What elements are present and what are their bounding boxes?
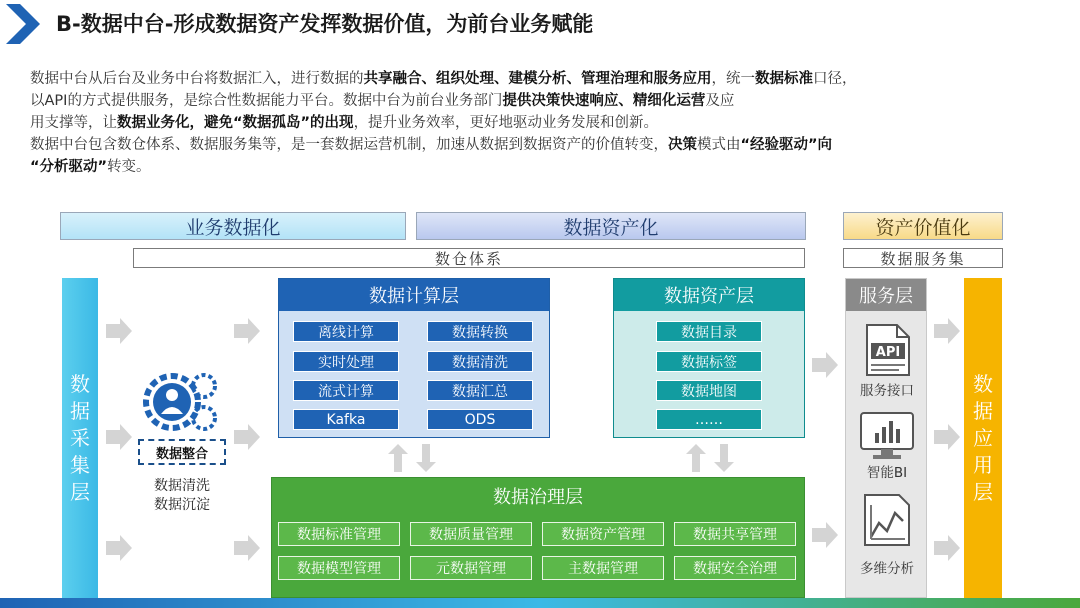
intro-line-5 — [30, 156, 1070, 178]
compute-layer-title: 数据计算层 — [279, 279, 549, 311]
service-item: 服务接口 — [860, 383, 914, 399]
app-char: 用 — [973, 452, 993, 477]
arrow-right-icon — [106, 318, 132, 344]
intro-text: 数据中台包含数仓体系、数据服务集等，是一套数据运营机制，加速从数据到数据资产的价值转变， — [30, 137, 668, 153]
data-asset-layer — [613, 278, 805, 438]
api-document-icon — [859, 323, 915, 377]
page-title: B-数据中台-形成数据资产发挥数据价值，为前台业务赋能 — [56, 12, 594, 36]
service-layer-title: 服务层 — [846, 279, 926, 311]
intro-bold: 决策 — [668, 137, 697, 153]
asset-item: 数据地图 — [656, 380, 762, 401]
collect-char: 数 — [70, 371, 90, 396]
service-item: 智能BI — [866, 465, 908, 481]
compute-item: 实时处理 — [293, 351, 399, 372]
intro-bold: “经验驱动”向 — [740, 137, 833, 153]
asset-item: 数据目录 — [656, 321, 762, 342]
collect-char: 采 — [70, 425, 90, 450]
intro-text: 口径， — [813, 71, 857, 87]
data-integration-label: 数据整合 — [138, 439, 226, 465]
governance-item: 元数据管理 — [410, 556, 532, 580]
intro-text: ，统一 — [711, 71, 755, 87]
intro-bold: 共享融合、组织处理、建模分析、管理治理和服务应用 — [363, 71, 712, 87]
arrow-right-icon — [934, 318, 960, 344]
arrow-right-icon — [812, 522, 838, 548]
collect-char: 层 — [70, 479, 90, 504]
arrow-up-down-icon — [686, 444, 734, 472]
data-governance-layer — [271, 477, 805, 598]
intro-text: 数据中台从后台及业务中台将数据汇入，进行数据的 — [30, 71, 364, 87]
asset-layer-title: 数据资产层 — [614, 279, 804, 311]
intro-text: ，提升业务效率，更好地驱动业务发展和创新。 — [353, 115, 659, 131]
intro-line-3 — [30, 112, 1070, 134]
compute-item: 数据转换 — [427, 321, 533, 342]
data-integration-subtext — [136, 477, 228, 515]
compute-item: 数据汇总 — [427, 380, 533, 401]
governance-item: 主数据管理 — [542, 556, 664, 580]
intro-text: 模式由 — [697, 137, 741, 153]
governance-item: 数据标准管理 — [278, 522, 400, 546]
data-compute-layer — [278, 278, 550, 438]
intro-line-1 — [30, 68, 1070, 90]
governance-item: 数据模型管理 — [278, 556, 400, 580]
app-char: 据 — [973, 398, 993, 423]
arrow-up-down-icon — [388, 444, 436, 472]
data-collection-layer — [62, 278, 98, 598]
arrow-right-icon — [234, 318, 260, 344]
bottom-color-bar — [0, 598, 1080, 608]
intro-bold: “分析驱动” — [30, 159, 108, 175]
band-data-assetization: 数据资产化 — [416, 212, 806, 240]
asset-item: …… — [656, 409, 762, 430]
intro-line-4 — [30, 134, 1070, 156]
band-warehouse-system: 数仓体系 — [133, 248, 805, 268]
arrow-right-icon — [106, 535, 132, 561]
collect-char: 据 — [70, 398, 90, 423]
intro-bold: 数据标准 — [755, 71, 813, 87]
band-business-datafication: 业务数据化 — [60, 212, 406, 240]
app-char: 应 — [973, 425, 993, 450]
arrow-right-icon — [812, 352, 838, 378]
service-item: 多维分析 — [860, 561, 914, 577]
api-icon-text: API — [875, 345, 901, 360]
governance-layer-title: 数据治理层 — [493, 487, 583, 508]
data-application-layer — [964, 278, 1002, 598]
collect-char: 集 — [70, 452, 90, 477]
governance-item: 数据共享管理 — [674, 522, 796, 546]
band-data-service-set: 数据服务集 — [843, 248, 1003, 268]
intro-text: 以API的方式提供服务，是综合性数据能力平台。数据中台为前台业务部门 — [30, 93, 503, 109]
analysis-chart-icon — [859, 493, 915, 547]
compute-item: 离线计算 — [293, 321, 399, 342]
bi-monitor-icon — [859, 409, 915, 463]
intro-line-2 — [30, 90, 1070, 112]
integration-sub-2: 数据沉淀 — [154, 497, 210, 513]
compute-item: ODS — [427, 409, 533, 430]
intro-paragraph — [30, 68, 1070, 178]
compute-item: 数据清洗 — [427, 351, 533, 372]
intro-text: 转变。 — [107, 159, 151, 175]
band-asset-valorization: 资产价值化 — [843, 212, 1003, 240]
compute-item: 流式计算 — [293, 380, 399, 401]
service-layer — [845, 278, 927, 598]
intro-bold: 数据业务化，避免“数据孤岛”的出现 — [117, 115, 354, 131]
intro-text: 用支撑等，让 — [30, 115, 117, 131]
governance-item: 数据质量管理 — [410, 522, 532, 546]
arrow-right-icon — [234, 424, 260, 450]
arrow-right-icon — [934, 535, 960, 561]
governance-item: 数据资产管理 — [542, 522, 664, 546]
arrow-right-icon — [934, 424, 960, 450]
app-char: 数 — [973, 371, 993, 396]
intro-text: 及应 — [705, 93, 735, 109]
gears-person-icon — [142, 364, 220, 442]
app-char: 层 — [973, 479, 993, 504]
arrow-right-icon — [106, 424, 132, 450]
integration-sub-1: 数据清洗 — [154, 478, 210, 494]
intro-bold: 提供决策快速响应、精细化运营 — [502, 93, 706, 109]
compute-item: Kafka — [293, 409, 399, 430]
arrow-right-icon — [234, 535, 260, 561]
governance-item: 数据安全治理 — [674, 556, 796, 580]
title-chevron-icon — [6, 4, 40, 44]
asset-item: 数据标签 — [656, 351, 762, 372]
